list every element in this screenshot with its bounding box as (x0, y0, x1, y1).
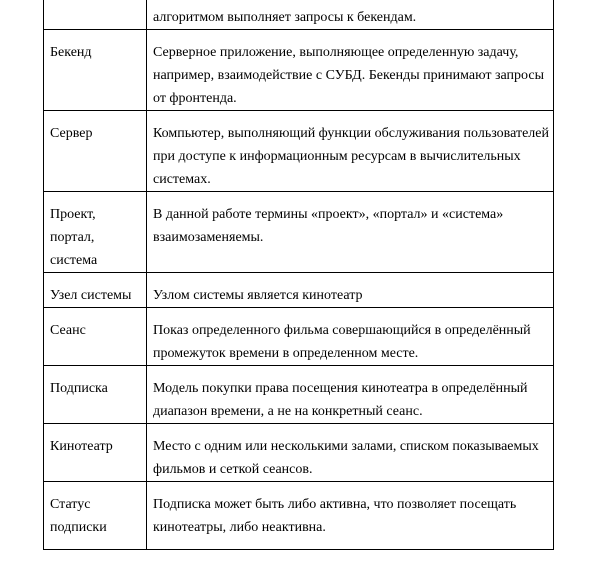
definition-cell: Модель покупки права посещения кинотеатра в определённый диапазон времени, а не на конкретный сеанс. (147, 366, 554, 424)
definition-cell: Место с одним или несколькими залами, списком показываемых фильмов и сеткой сеансов. (147, 424, 554, 482)
table-row (44, 482, 554, 550)
table-row (44, 308, 554, 366)
definition-cell: В данной работе термины «проект», «портал» и «система» взаимозаменяемы. (147, 192, 554, 273)
term-cell: Сеанс (44, 308, 147, 366)
term-cell: Подписка (44, 366, 147, 424)
term-cell (44, 0, 147, 30)
definition-cell: Узлом системы является кинотеатр (147, 273, 554, 308)
table-row (44, 111, 554, 192)
definition-cell: Подписка может быть либо активна, что позволяет посещать кинотеатры, либо неактивна. (147, 482, 554, 550)
definition-cell: Компьютер, выполняющий функции обслуживания пользователей при доступе к информационным ресурсам в вычислительных системах. (147, 111, 554, 192)
table-row (44, 0, 554, 30)
definition-cell: алгоритмом выполняет запросы к бекендам. (147, 0, 554, 30)
table-row (44, 424, 554, 482)
term-cell: Проект, портал, система (44, 192, 147, 273)
table-row (44, 192, 554, 273)
term-cell: Бекенд (44, 30, 147, 111)
term-cell: Сервер (44, 111, 147, 192)
table-row (44, 30, 554, 111)
term-cell: Кинотеатр (44, 424, 147, 482)
definition-cell: Серверное приложение, выполняющее определенную задачу, например, взаимодействие с СУБД. Бекенды принимают запросы от фронтенда. (147, 30, 554, 111)
term-cell: Статус подписки (44, 482, 147, 550)
table-row (44, 366, 554, 424)
table-row (44, 273, 554, 308)
definition-cell: Показ определенного фильма совершающийся в определённый промежуток времени в определенном месте. (147, 308, 554, 366)
glossary-table (43, 0, 554, 550)
term-cell: Узел системы (44, 273, 147, 308)
